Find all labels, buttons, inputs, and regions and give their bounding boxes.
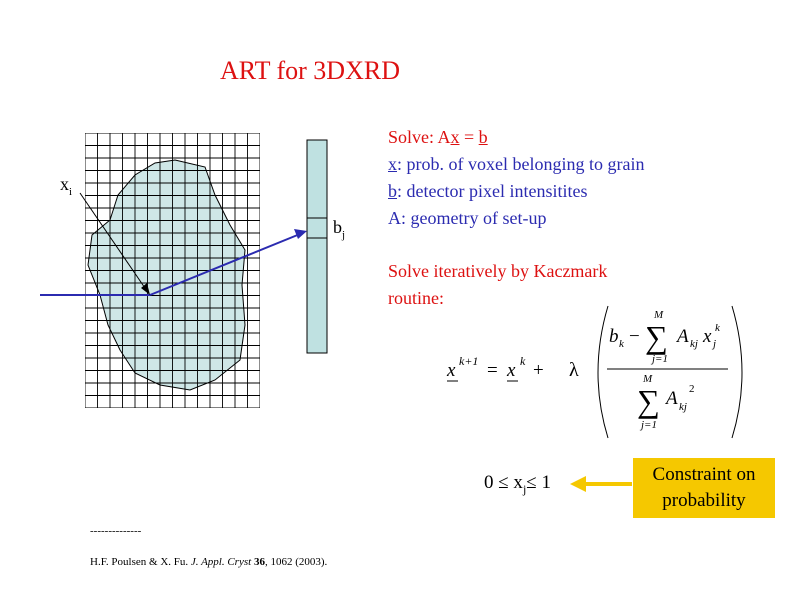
detector-pixel-label: $b_j$ bbox=[333, 217, 346, 241]
svg-text:kj: kj bbox=[679, 401, 687, 413]
definition-a: A: geometry of set-up bbox=[388, 208, 547, 228]
svg-text:k+1: k+1 bbox=[459, 354, 479, 368]
svg-text:A: A bbox=[677, 326, 689, 347]
slide-title: ART for 3DXRD bbox=[220, 56, 400, 85]
svg-text:−: − bbox=[629, 326, 640, 347]
footnote-separator: -------------- bbox=[90, 525, 142, 537]
grain-shape bbox=[88, 160, 245, 390]
definition-x: x: prob. of voxel belonging to grain bbox=[388, 154, 645, 174]
kaczmarz-formula bbox=[440, 298, 750, 448]
iterative-method-text: Solve iteratively by Kaczmark routine: bbox=[388, 261, 608, 308]
svg-text:x: x bbox=[507, 360, 516, 381]
svg-text:x: x bbox=[703, 326, 712, 347]
svg-text:j=1: j=1 bbox=[641, 419, 657, 431]
svg-text:k: k bbox=[619, 338, 624, 350]
svg-text:λ: λ bbox=[569, 359, 579, 381]
solve-equation: Solve: Ax = b bbox=[388, 127, 488, 147]
svg-text:k: k bbox=[715, 322, 720, 334]
definitions-block bbox=[388, 124, 644, 232]
constraint-box: Constraint on probability bbox=[633, 458, 775, 518]
svg-text:j=1: j=1 bbox=[652, 353, 668, 365]
reference-citation: H.F. Poulsen & X. Fu. J. Appl. Cryst 36, 1062 (2003). bbox=[90, 556, 328, 568]
art-diagram bbox=[30, 125, 370, 415]
svg-text:=: = bbox=[487, 360, 498, 381]
constraint-inequality: $0 \le x_j\le 1$ bbox=[484, 472, 551, 496]
diffracted-ray-arrowhead bbox=[294, 229, 307, 239]
svg-text:∑: ∑ bbox=[637, 383, 660, 419]
detector-column bbox=[307, 140, 327, 353]
svg-text:k: k bbox=[520, 354, 526, 368]
svg-text:∑: ∑ bbox=[645, 319, 668, 355]
svg-text:x: x bbox=[447, 360, 456, 381]
svg-text:kj: kj bbox=[690, 338, 698, 350]
voxel-label: $x_i$ bbox=[60, 174, 73, 198]
svg-text:2: 2 bbox=[689, 383, 695, 395]
definition-b: b: detector pixel intensitites bbox=[388, 181, 588, 201]
svg-text:j: j bbox=[713, 338, 717, 350]
svg-text:+: + bbox=[533, 360, 544, 381]
svg-text:M: M bbox=[654, 309, 664, 321]
constraint-arrow bbox=[568, 472, 634, 496]
svg-text:A: A bbox=[666, 388, 678, 409]
svg-text:M: M bbox=[643, 373, 653, 385]
svg-text:b: b bbox=[609, 326, 619, 347]
